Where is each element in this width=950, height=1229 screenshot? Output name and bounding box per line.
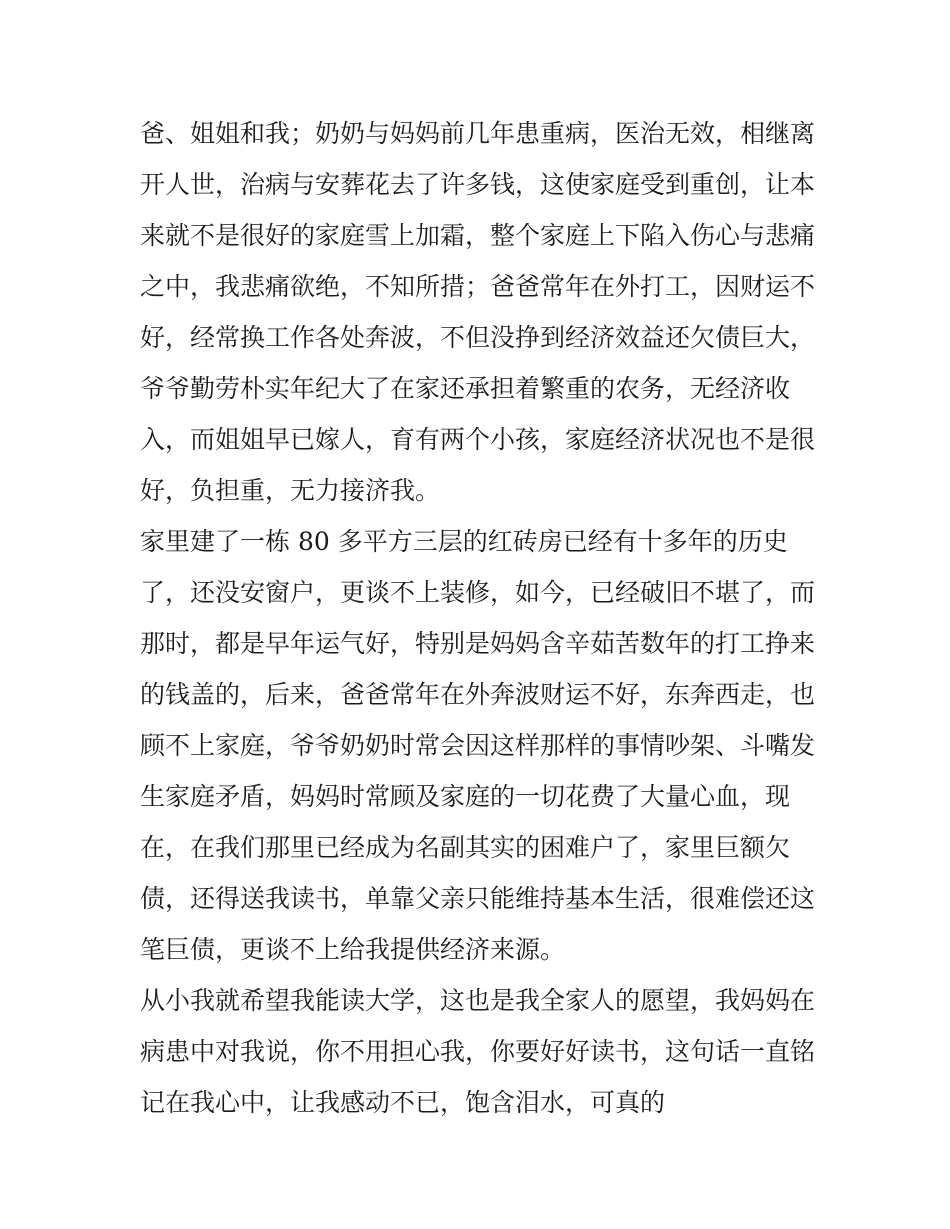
text-line: 病患中对我说，你不用担心我，你要好好读书，这句话一直铭 (140, 1037, 816, 1066)
text-line: 开人世，治病与安葬花去了许多钱，这使家庭受到重创，让本 (140, 170, 816, 199)
text-line: 爷爷勤劳朴实年纪大了在家还承担着繁重的农务，无经济收 (140, 374, 791, 403)
text-line: 好，经常换工作各处奔波，不但没挣到经济效益还欠债巨大， (140, 323, 816, 352)
text-line: 记在我心中，让我感动不已，饱含泪水，可真的 (140, 1088, 666, 1117)
text-line: 之中，我悲痛欲绝，不知所措；爸爸常年在外打工，因财运不 (140, 272, 816, 301)
text-line: 的钱盖的，后来，爸爸常年在外奔波财运不好，东奔西走，也 (140, 680, 816, 709)
text-line: 好，负担重，无力接济我。 (140, 476, 441, 505)
text-line: 从小我就希望我能读大学，这也是我全家人的愿望，我妈妈在 (140, 986, 816, 1015)
text-line: 在，在我们那里已经成为名副其实的困难户了，家里巨额欠 (140, 833, 791, 862)
paragraph-2 (140, 516, 820, 975)
text-line: 生家庭矛盾，妈妈时常顾及家庭的一切花费了大量心血，现 (140, 782, 791, 811)
text-line: 爸、姐姐和我；奶奶与妈妈前几年患重病，医治无效，相继离 (140, 119, 816, 148)
text-line: 顾不上家庭，爷爷奶奶时常会因这样那样的事情吵架、斗嘴发 (140, 731, 816, 760)
text-line: 债，还得送我读书，单靠父亲只能维持基本生活，很难偿还这 (140, 884, 816, 913)
text-line: 入，而姐姐早已嫁人，育有两个小孩，家庭经济状况也不是很 (140, 425, 816, 454)
text-line: 那时，都是早年运气好，特别是妈妈含辛茹苦数年的打工挣来 (140, 629, 816, 658)
paragraph-1 (140, 108, 820, 516)
text-line: 来就不是很好的家庭雪上加霜，整个家庭上下陷入伤心与悲痛 (140, 221, 816, 250)
text-line: 了，还没安窗户，更谈不上装修，如今，已经破旧不堪了，而 (140, 578, 816, 607)
paragraph-3 (140, 975, 820, 1128)
text-line: 笔巨债，更谈不上给我提供经济来源。 (140, 935, 566, 964)
text-line: 家里建了一栋 80 多平方三层的红砖房已经有十多年的历史 (140, 527, 788, 556)
document-body (140, 108, 820, 1128)
